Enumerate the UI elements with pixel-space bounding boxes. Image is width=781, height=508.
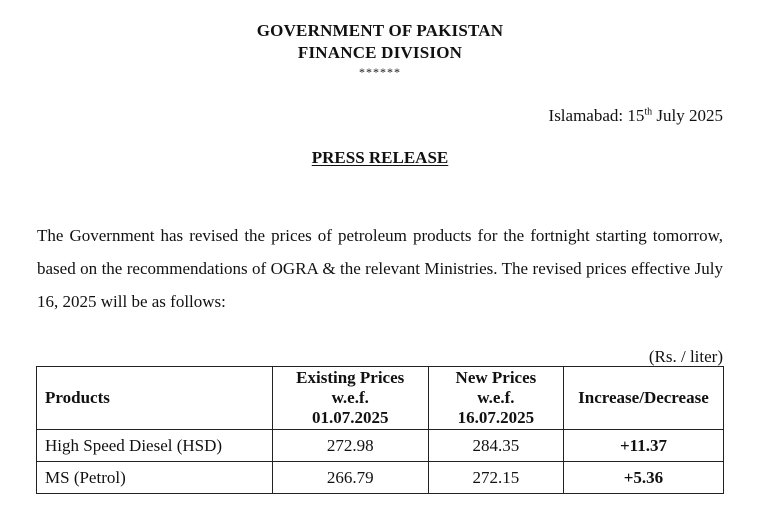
header-products: Products (37, 367, 273, 430)
header-existing-line3: 01.07.2025 (311, 408, 389, 427)
header-new-line3: 16.07.2025 (457, 408, 535, 427)
new-price-cell: 272.15 (428, 462, 563, 494)
table-header-row (37, 367, 724, 430)
division-heading: FINANCE DIVISION (297, 43, 463, 62)
product-cell: High Speed Diesel (HSD) (37, 430, 273, 462)
dateline-place: Islamabad: 15 (548, 106, 645, 125)
change-cell: +11.37 (563, 430, 723, 462)
header-existing-line1: Existing Prices (296, 368, 405, 387)
body-paragraph: The Government has revised the prices of petroleum products for the fortnight starting tomorrow, based on the recommendations of OGRA & the relevant Ministries. The revised prices effective July 16, 2025 will be as follows: (37, 226, 723, 311)
header-increase-decrease: Increase/Decrease (563, 367, 723, 430)
existing-price-cell: 266.79 (272, 462, 428, 494)
header-separator: ****** (359, 65, 401, 79)
header-existing-prices (272, 367, 428, 430)
header-new-prices (428, 367, 563, 430)
header-new-line2: w.e.f. (477, 388, 515, 407)
existing-price-cell: 272.98 (272, 430, 428, 462)
table-row (37, 462, 724, 494)
change-cell: +5.36 (563, 462, 723, 494)
product-cell: MS (Petrol) (37, 462, 273, 494)
price-table (36, 366, 724, 494)
new-price-cell: 284.35 (428, 430, 563, 462)
dateline (549, 106, 723, 126)
press-release-title-wrap (0, 148, 760, 168)
government-heading: GOVERNMENT OF PAKISTAN (256, 21, 504, 40)
table-row (37, 430, 724, 462)
header-new-line1: New Prices (455, 368, 537, 387)
dateline-month-year: July 2025 (652, 106, 723, 125)
units-note: (Rs. / liter) (648, 347, 723, 366)
header-existing-line2: w.e.f. (331, 388, 369, 407)
press-release-title: PRESS RELEASE (311, 148, 449, 167)
dateline-suffix: th (644, 106, 653, 118)
